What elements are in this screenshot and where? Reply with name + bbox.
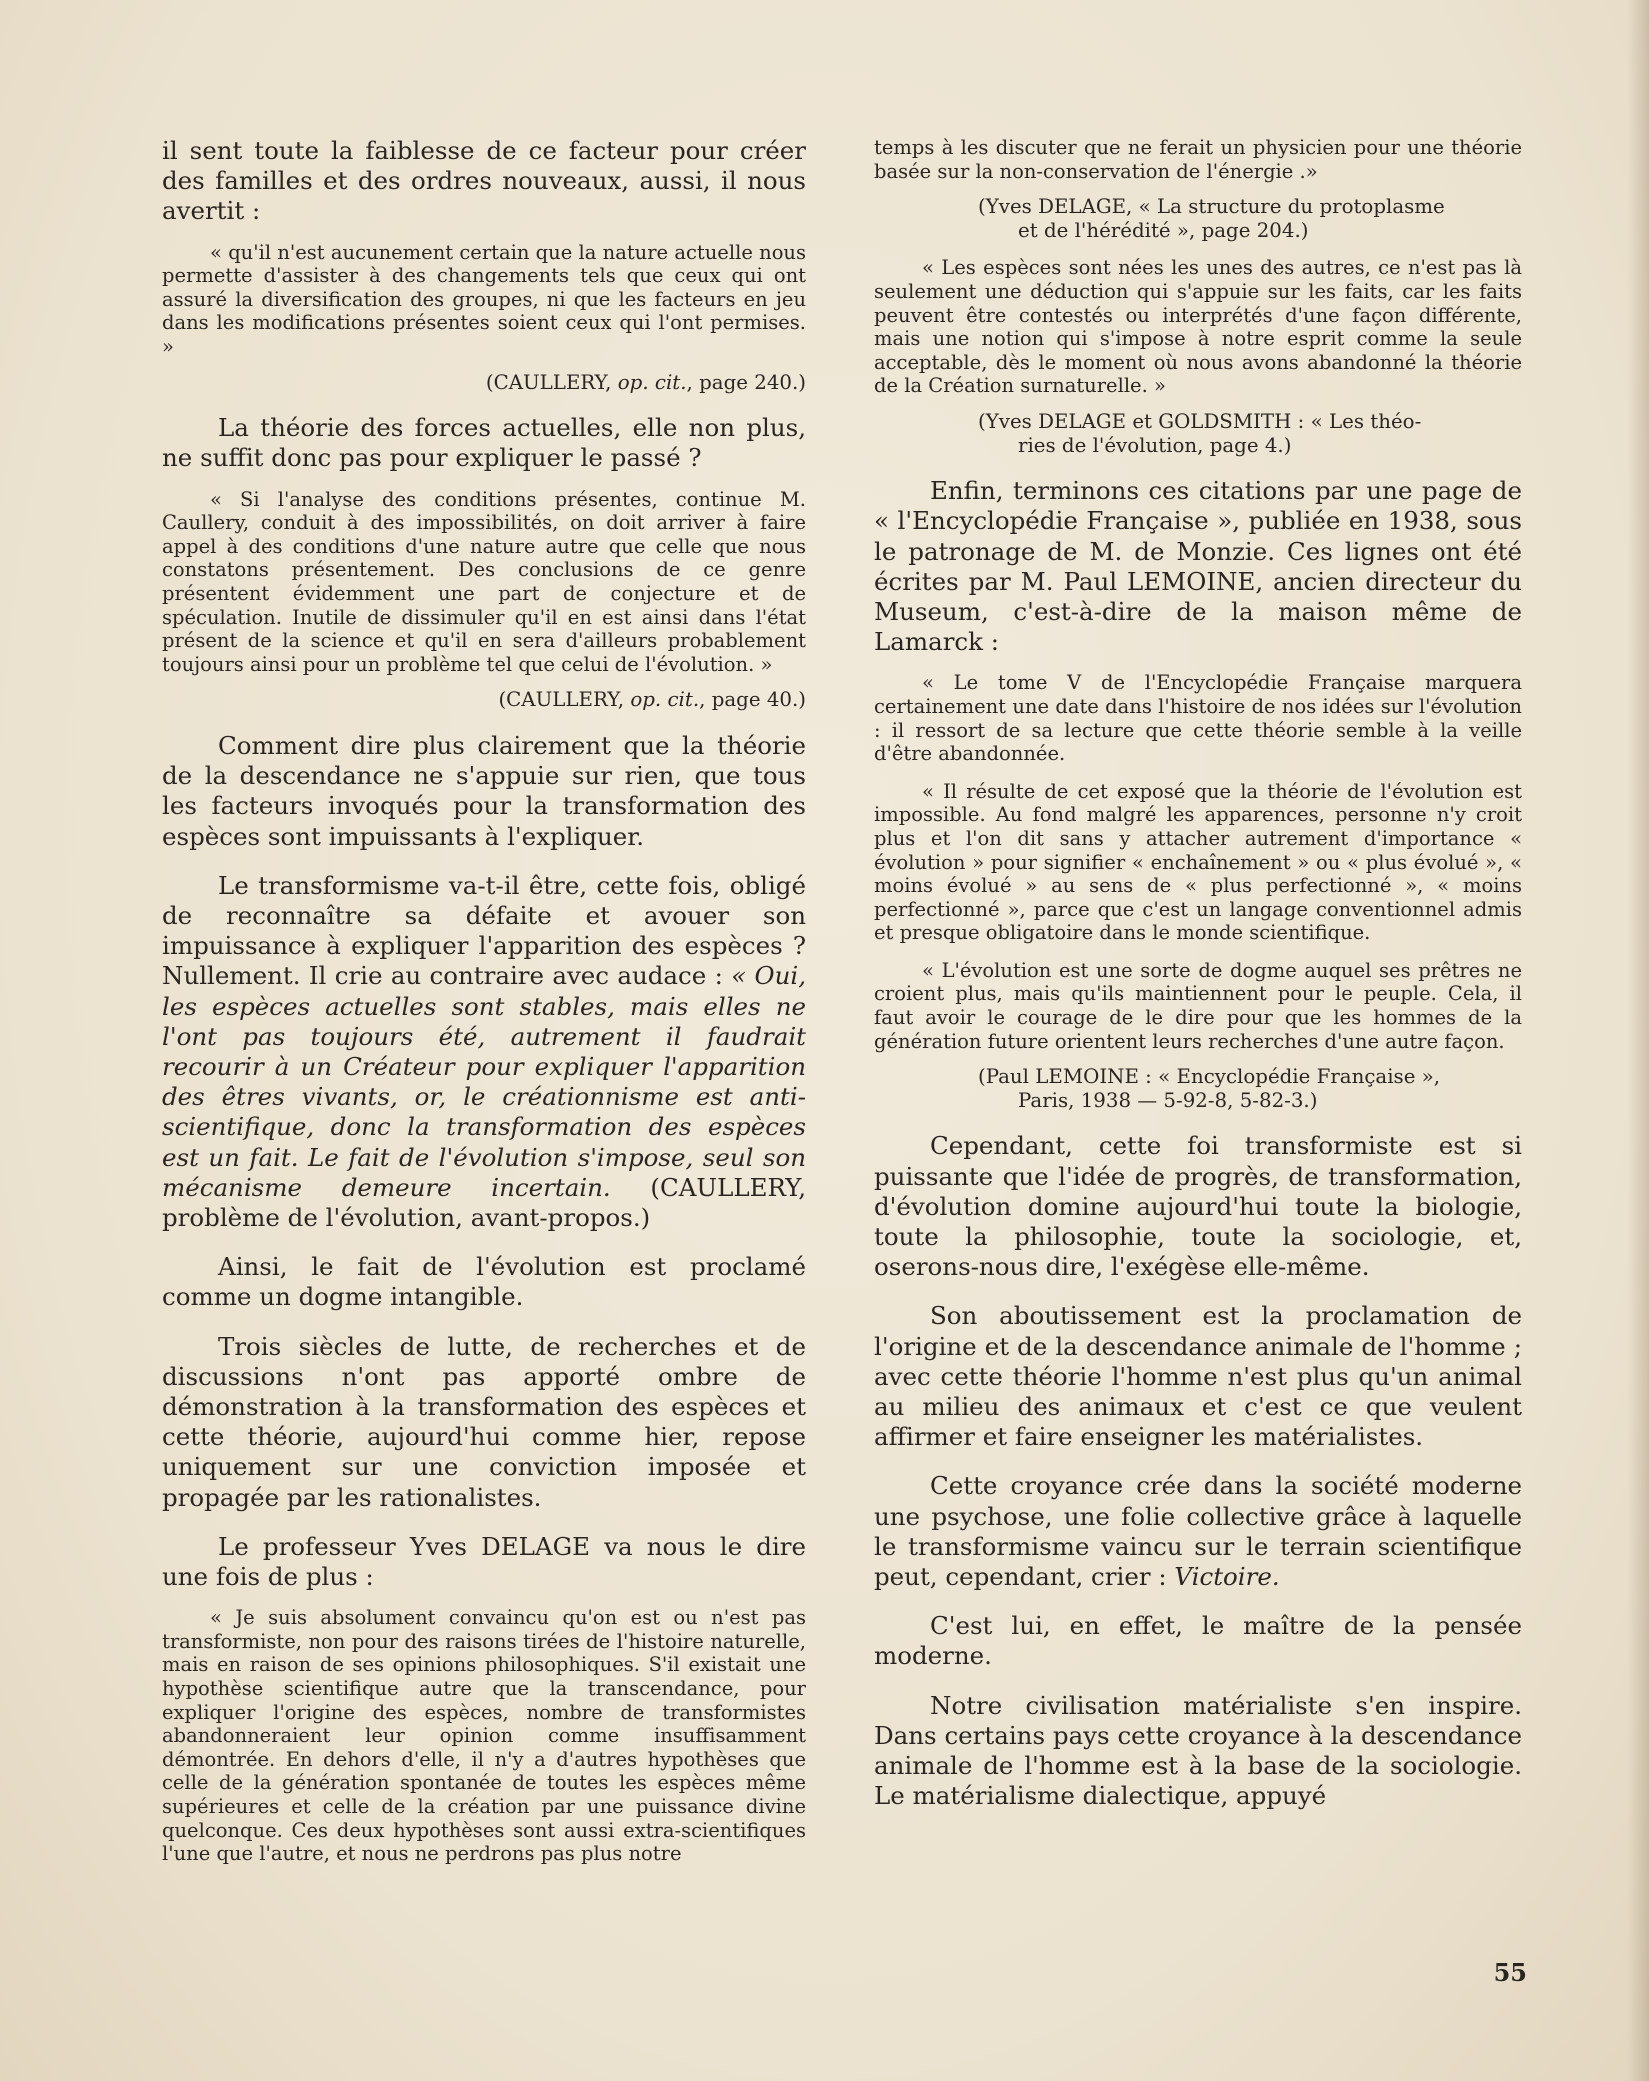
quotation: « Si l'analyse des conditions présentes, continue M. Caullery, conduit à des impossibilités, on doit arriver à faire appel à des conditions d'une nature autre que celle que nous constatons présentement. Des conclusions de ce genre présentent évidemment une part de conjecture et de spéculation. Inutile de dissimuler qu'il en est ainsi dans l'état présent de la science et qu'il en sera d'ailleurs probablement toujours ainsi pour un problème tel que celui de l'évolution. » — [162, 487, 806, 676]
quotation: « Je suis absolument convaincu qu'on est ou n'est pas transformiste, non pour des raisons tirées de l'histoire naturelle, mais en raison de ses opinions philosophiques. S'il existait une hypothèse scientifique autre que la transcendance, pour expliquer l'origine des espèces, nombre de transformistes abandonneraient leur opinion comme insuffisamment démontrée. En dehors d'elle, il n'y a d'autres hypothèses que celle de la génération spontanée de toutes les espèces même supérieures et celle de la création par une puissance divine quelconque. Ces deux hypothèses sont aussi extra-scientifiques l'une que l'autre, et nous ne perdrons pas plus notre — [162, 1606, 806, 1866]
quotation: « qu'il n'est aucunement certain que la nature actuelle nous permette d'assister à des changements tels que ceux qui ont assuré la diversification des groupes, ni que les facteurs en jeu dans les modifications présentes soient ceux qui l'ont permises. » — [162, 240, 806, 358]
paragraph: Son aboutissement est la proclamation de l'origine et de la descendance animale de l'homme ; avec cette théorie l'homme n'est plus qu'un animal au milieu des animaux et c'est ce que veulent affirmer et faire enseigner les matérialistes. — [874, 1301, 1522, 1452]
paragraph: Notre civilisation matérialiste s'en inspire. Dans certains pays cette croyance à la descendance animale de l'homme est à la base de la sociologie. Le matérialisme dialectique, appuyé — [874, 1690, 1522, 1811]
page-edge-shadow — [1627, 0, 1649, 2081]
paragraph: Cependant, cette foi transformiste est si puissante que l'idée de progrès, de transformation, d'évolution domine aujourd'hui toute la biologie, toute la philosophie, toute la sociologie, et, oserons-nous dire, l'exégèse elle-même. — [874, 1131, 1522, 1282]
citation: (CAULLERY, op. cit., page 40.) — [498, 688, 806, 712]
italic-quote: « Oui, les espèces actuelles sont stables, mais elles ne l'ont pas toujours été, autrement il faudrait recourir à un Créateur pour expliquer l'apparition des êtres vivants, or, le créationnisme est anti-scientifique, donc la transformation des espèces est un fait. Le fait de l'évolution s'impose, seul son mécanisme demeure incertain. — [162, 961, 807, 1202]
paragraph: Comment dire plus clairement que la théorie de la descendance ne s'appuie sur rien, que tous les facteurs invoqués pour la transformation des espèces sont impuissants à l'expliquer. — [162, 730, 806, 851]
paragraph — [162, 871, 806, 1233]
paragraph-text: (CAULLERY, problème de l'évolution, avant-propos.) — [162, 1172, 806, 1232]
quotation: temps à les discuter que ne ferait un physicien pour une théorie basée sur la non-conservation de l'énergie .» — [874, 136, 1522, 183]
citation-line: (Yves DELAGE, « La structure du protoplasme — [978, 195, 1445, 219]
left-column — [162, 136, 806, 1866]
paragraph: Trois siècles de lutte, de recherches et de discussions n'ont pas apporté ombre de démonstration à la transformation des espèces et cette théorie, aujourd'hui comme hier, repose uniquement sur une conviction imposée et propagée par les rationalistes. — [162, 1331, 806, 1512]
page-number: 55 — [1493, 1958, 1527, 1987]
citation-line: ries de l'évolution, page 4.) — [1018, 433, 1292, 457]
right-column — [874, 136, 1522, 1812]
paragraph: C'est lui, en effet, le maître de la pensée moderne. — [874, 1611, 1522, 1671]
quotation: « Le tome V de l'Encyclopédie Française marquera certainement une date dans l'histoire de nos idées sur l'évolution : il ressort de sa lecture que cette théorie semble à la veille d'être abandonnée. — [874, 671, 1522, 766]
citation — [874, 1065, 1522, 1112]
quotation: « Il résulte de cet exposé que la théorie de l'évolution est impossible. Au fond malgré les apparences, personne n'y croit plus et l'on dit sans y attacher autrement d'importance « évolution » pour signifier « enchaînement » ou « plus évolué », « moins évolué » au sens de « plus perfectionné », « moins perfectionné », parce que c'est un langage conventionnel admis et presque obligatoire dans le monde scientifique. — [874, 779, 1522, 945]
citation — [874, 195, 1522, 242]
citation — [874, 410, 1522, 457]
paragraph — [874, 1471, 1522, 1592]
citation-line: (Yves DELAGE et GOLDSMITH : « Les théo- — [978, 409, 1422, 433]
paragraph-text: Cette croyance crée dans la société moderne une psychose, une folie collective grâce à laquelle le transformisme vaincu sur le terrain scientifique peut, cependant, crier : — [874, 1471, 1522, 1592]
citation-line: et de l'hérédité », page 204.) — [1018, 218, 1309, 242]
paragraph: il sent toute la faiblesse de ce facteur pour créer des familles et des ordres nouveaux, aussi, il nous avertit : — [162, 136, 806, 226]
citation: (CAULLERY, op. cit., page 240.) — [485, 370, 806, 394]
citation-line: (Paul LEMOINE : « Encyclopédie Française », — [978, 1065, 1441, 1089]
paragraph: Le professeur Yves DELAGE va nous le dire une fois de plus : — [162, 1531, 806, 1591]
paragraph-text: Le transformisme va-t-il être, cette fois, obligé de reconnaître sa défaite et avouer son impuissance à expliquer l'apparition des espèces ? Nullement. Il crie au contraire avec audace : — [162, 870, 806, 991]
quotation: « L'évolution est une sorte de dogme auquel ses prêtres ne croient plus, mais qu'ils maintiennent pour le peuple. Cela, il faut avoir le courage de le dire pour que les hommes de la génération future orientent leurs recherches d'une autre façon. — [874, 958, 1522, 1053]
paragraph: Enfin, terminons ces citations par une page de « l'Encyclopédie Française », publiée en 1938, sous le patronage de M. de Monzie. Ces lignes ont été écrites par M. Paul LEMOINE, ancien directeur du Museum, c'est-à-dire de la maison même de Lamarck : — [874, 476, 1522, 657]
citation-line: Paris, 1938 — 5-92-8, 5-82-3.) — [1018, 1088, 1318, 1112]
italic-word: Victoire. — [1174, 1562, 1280, 1592]
paragraph: La théorie des forces actuelles, elle non plus, ne suffit donc pas pour expliquer le passé ? — [162, 413, 806, 473]
quotation: « Les espèces sont nées les unes des autres, ce n'est pas là seulement une déduction qui s'appuie sur les faits, car les faits peuvent être contestés ou interprétés d'une façon différente, mais une notion qui s'impose à notre esprit comme la seule acceptable, dès le moment où nous avons abandonné la théorie de la Création surnaturelle. » — [874, 256, 1522, 398]
paragraph: Ainsi, le fait de l'évolution est proclamé comme un dogme intangible. — [162, 1252, 806, 1312]
